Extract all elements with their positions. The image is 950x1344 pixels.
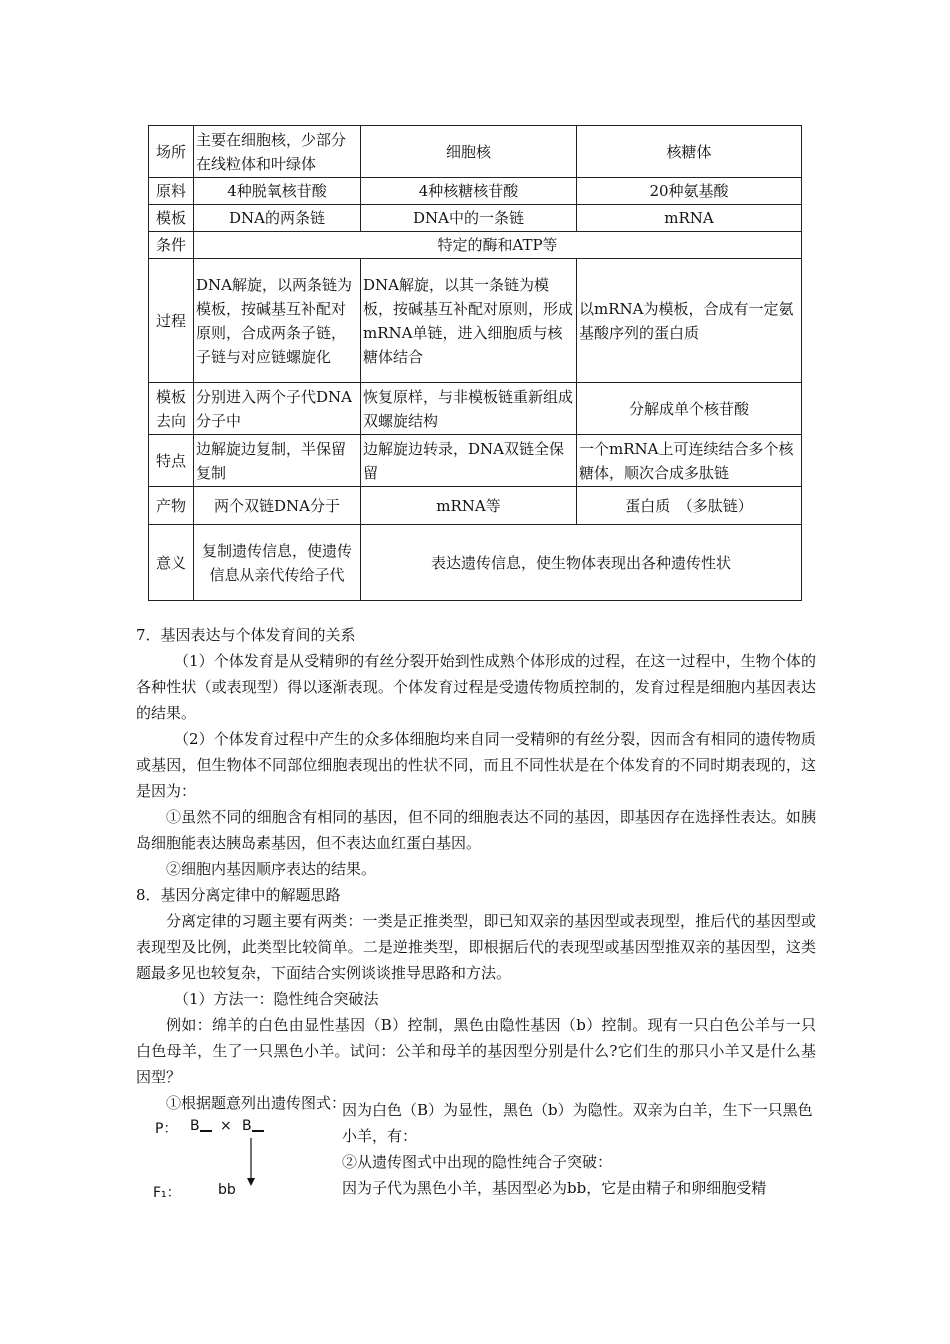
- parent-right-genotype: [242, 1118, 252, 1134]
- diagram-explanation: [342, 1097, 817, 1201]
- cell-replication: DNA的两条链: [194, 205, 361, 232]
- paragraph: ②从遗传图式中出现的隐性纯合子突破：: [342, 1153, 613, 1171]
- cell-transcription: 边解旋边转录，DNA双链全保留: [361, 435, 577, 487]
- paragraph: ①根据题意列出遗传图式：: [166, 1094, 347, 1112]
- cell-replication: 主要在细胞核，少部分在线粒体和叶绿体: [194, 126, 361, 178]
- cell-transcription: mRNA等: [361, 487, 577, 525]
- section-heading: 8．基因分离定律中的解题思路: [136, 886, 341, 904]
- parent-right-allele: B: [242, 1118, 252, 1134]
- cell-translation: 以mRNA为模板，合成有一定氨基酸序列的蛋白质: [577, 259, 802, 383]
- cell-expression: 表达遗传信息，使生物体表现出各种遗传性状: [361, 525, 802, 601]
- parent-label: P：: [155, 1121, 178, 1137]
- row-header: 条件: [149, 232, 194, 259]
- row-header: 产物: [149, 487, 194, 525]
- f1-genotype: bb: [218, 1182, 236, 1198]
- cell-replication: 两个双链DNA分于: [194, 487, 361, 525]
- cross-symbol: ×: [220, 1118, 232, 1134]
- paragraph: ①虽然不同的细胞含有相同的基因，但不同的细胞表达不同的基因，即基因存在选择性表达。如胰岛细胞能表达胰岛素基因，但不表达血红蛋白基因。: [136, 808, 816, 852]
- cell-replication: 分别进入两个子代DNA分子中: [194, 383, 361, 435]
- paragraph: 例如：绵羊的白色由显性基因（B）控制，黑色由隐性基因（b）控制。现有一只白色公羊与一只白色母羊，生了一只黑色小羊。试问：公羊和母羊的基因型分别是什么?它们生的那只小羊又是什么基因型？: [136, 1016, 816, 1086]
- row-header: 意义: [149, 525, 194, 601]
- table-row: [149, 525, 802, 601]
- cell-translation: 分解成单个核苷酸: [577, 383, 802, 435]
- cell-replication: 4种脱氧核苷酸: [194, 178, 361, 205]
- paragraph: （1）方法一：隐性纯合突破法: [174, 990, 379, 1008]
- parent-left-genotype: [190, 1118, 200, 1134]
- table-row: [149, 383, 802, 435]
- paragraph: 分离定律的习题主要有两类：一类是正推类型，即已知双亲的基因型或表现型，推后代的基因型或表现型及比例，此类型比较简单。二是逆推类型，即根据后代的表现型或基因型推双亲的基因型，这类题最多见也较复杂，下面结合实例谈谈推导思路和方法。: [136, 912, 816, 982]
- cell-translation: 核糖体: [577, 126, 802, 178]
- cell-transcription: 细胞核: [361, 126, 577, 178]
- genetic-diagram: [150, 1112, 310, 1207]
- table-row: [149, 205, 802, 232]
- cell-conditions: 特定的酶和ATP等: [194, 232, 802, 259]
- section-heading: 7．基因表达与个体发育间的关系: [136, 626, 356, 644]
- down-arrow-icon: [244, 1138, 258, 1188]
- parent-left-allele: B: [190, 1118, 200, 1134]
- row-header: 特点: [149, 435, 194, 487]
- paragraph: （1）个体发育是从受精卵的有丝分裂开始到性成熟个体形成的过程，在这一过程中，生物个体的各种性状（或表现型）得以逐渐表现。个体发育过程是受遗传物质控制的，发育过程是细胞内基因表达的结果。: [136, 652, 816, 722]
- cell-translation: 20种氨基酸: [577, 178, 802, 205]
- cell-transcription: DNA解旋，以其一条链为模板，按碱基互补配对原则，形成mRNA单链，进入细胞质与核糖体结合: [361, 259, 577, 383]
- table-row: [149, 178, 802, 205]
- cell-translation: mRNA: [577, 205, 802, 232]
- blank-underline: [200, 1118, 212, 1132]
- paragraph: （2）个体发育过程中产生的众多体细胞均来自同一受精卵的有丝分裂，因而含有相同的遗传物质或基因，但生物体不同部位细胞表现出的性状不同，而且不同性状是在个体发育的不同时期表现的，这是因为：: [136, 730, 816, 800]
- cell-transcription: 4种核糖核苷酸: [361, 178, 577, 205]
- body-text: [136, 622, 816, 1116]
- cell-replication: 复制遗传信息，使遗传信息从亲代传给子代: [194, 525, 361, 601]
- paragraph: 因为白色（B）为显性，黑色（b）为隐性。双亲为白羊，生下一只黑色小羊，有：: [342, 1101, 813, 1145]
- table-row: [149, 232, 802, 259]
- comparison-table: [148, 125, 802, 601]
- table-row: [149, 259, 802, 383]
- row-header: 模板去向: [149, 383, 194, 435]
- row-header: 模板: [149, 205, 194, 232]
- row-header: 原料: [149, 178, 194, 205]
- cell-replication: 边解旋边复制，半保留复制: [194, 435, 361, 487]
- table-row: [149, 126, 802, 178]
- paragraph: ②细胞内基因顺序表达的结果。: [166, 860, 377, 878]
- cell-replication: DNA解旋，以两条链为模板，按碱基互补配对原则，合成两条子链，子链与对应链螺旋化: [194, 259, 361, 383]
- cell-translation: 一个mRNA上可连续结合多个核糖体，顺次合成多肽链: [577, 435, 802, 487]
- row-header: 场所: [149, 126, 194, 178]
- cell-transcription: 恢复原样，与非模板链重新组成双螺旋结构: [361, 383, 577, 435]
- f1-label: F₁：: [153, 1185, 181, 1201]
- table-row: [149, 435, 802, 487]
- row-header: 过程: [149, 259, 194, 383]
- table-row: [149, 487, 802, 525]
- cell-transcription: DNA中的一条链: [361, 205, 577, 232]
- paragraph: 因为子代为黑色小羊，基因型必为bb，它是由精子和卵细胞受精: [342, 1179, 767, 1197]
- cell-translation: 蛋白质 （多肽链）: [577, 487, 802, 525]
- blank-underline: [252, 1118, 264, 1132]
